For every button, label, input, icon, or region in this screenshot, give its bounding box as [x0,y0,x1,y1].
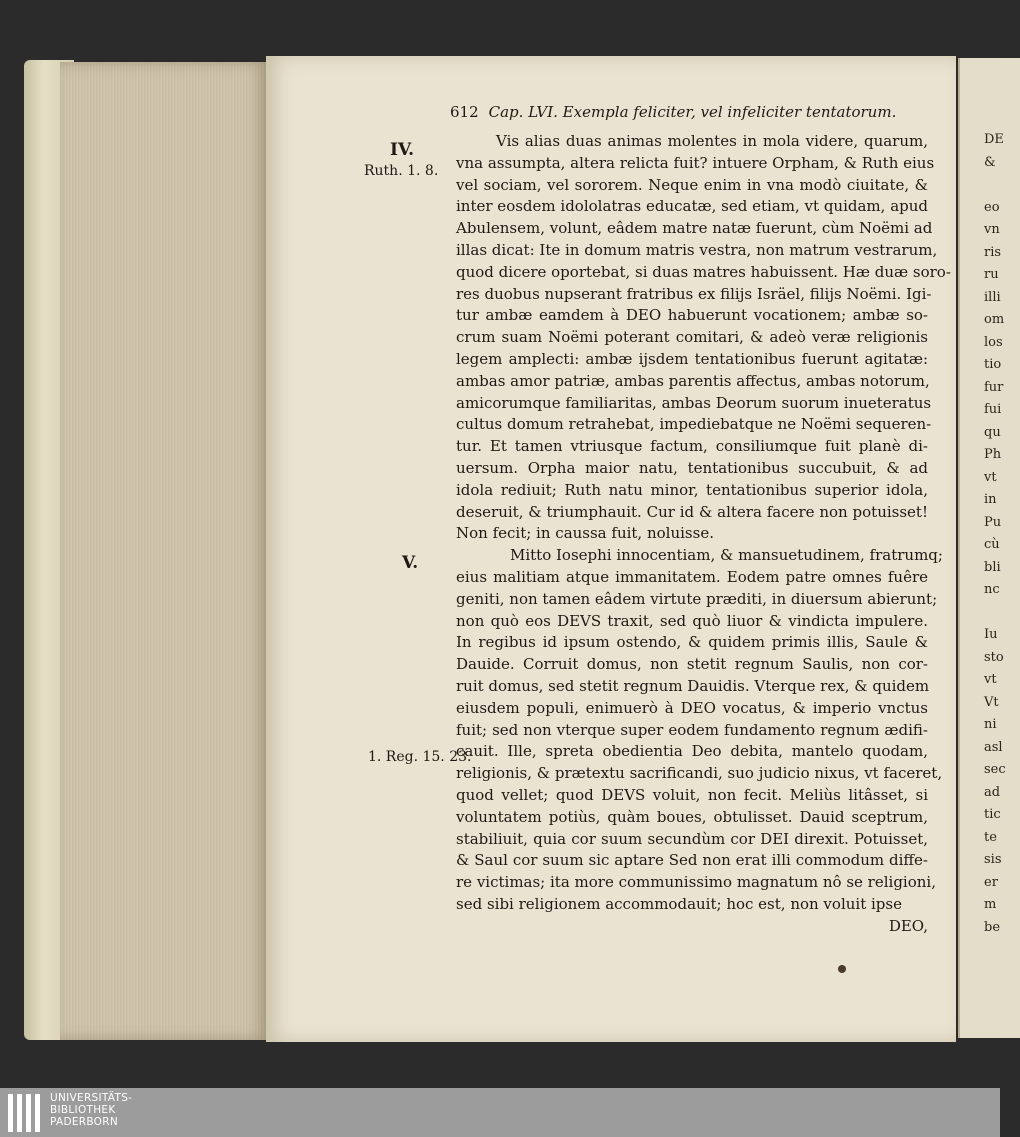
right-page-fragment: er [984,874,998,890]
right-page-fragment: cù [984,537,1000,552]
text-line: tur. Et tamen vtriusque factum, consiliumque fuit planè di- [456,437,928,456]
text-line: quod vellet; quod DEVS voluit, non fecit. Meliùs litâsset, si [456,786,928,804]
library-name-line: UNIVERSITÄTS- [50,1092,133,1104]
text-line: inter eosdem idololatras educatæ, sed etiam, vt quidam, apud [456,197,928,216]
text-line: illas dicat: Ite in domum matris vestra, non matrum vestrarum, [456,241,938,259]
running-title: Cap. LVI. Exempla feliciter, vel infeliciter tentatorum. [488,103,897,121]
text-line: DEO, [888,916,928,935]
library-name-line: PADERBORN [50,1116,118,1128]
right-page-fragment: sto [984,649,1004,665]
right-page-fragment: ad [984,784,1001,800]
running-header [450,103,896,121]
text-line: res duobus nupserant fratribus ex filijs Isräel, filijs Noëmi. Igi- [456,284,932,303]
text-line: cauit. Ille, spreta obedientia Deo debita, mantelo quodam, [456,742,928,761]
text-line: eius malitiam atque immanitatem. Eodem patre omnes fuêre [456,568,928,586]
text-line: Abulensem, volunt, eâdem matre natæ fuerunt, cùm Noëmi ad [456,219,933,238]
text-line: crum suam Noëmi poterant comitari, & adeò veræ religionis [456,328,928,347]
text-line: In regibus id ipsum ostendo, & quidem primis illis, Saule & [456,633,928,652]
text-line: legem amplecti: ambæ ijsdem tentationibus fuerunt agitatæ: [456,350,928,368]
text-line: non quò eos DEVS traxit, sed quò liuor & vindicta impulere. [456,611,928,630]
right-page-fragment: & [984,154,996,170]
right-page-fragment: ni [984,717,997,732]
right-page-fragment: eo [984,199,1000,215]
right-page-fragment: m [984,897,997,912]
right-page-fragment: los [984,334,1003,350]
right-page-fragment: in [984,492,997,507]
text-line: Vis alias duas animas molentes in mola videre, quarum, [496,132,928,150]
page-number: 612 [450,103,479,121]
margin-citation: 1. Reg. 15. 23. [368,749,472,765]
text-line: fuit; sed non vterque super eodem fundamento regnum ædifi- [456,720,928,739]
right-page-fragment: vt [984,672,997,687]
right-page-fragment: Ph [984,447,1002,462]
right-page-fragment: ru [984,267,999,282]
right-page-fragment: ris [984,244,1002,260]
text-line: Dauide. Corruit domus, non stetit regnum Saulis, non cor- [456,655,928,674]
ink-spot [838,965,846,973]
text-line: cultus domum retrahebat, impediebatque ne Noëmi sequeren- [456,415,932,434]
right-page-fragment: illi [984,289,1001,305]
library-footer-bar [0,1088,1000,1137]
text-line: idola rediuit; Ruth natu minor, tentationibus superior idola, [456,480,928,499]
text-line: ruit domus, sed stetit regnum Dauidis. Vterque rex, & quidem [456,677,930,695]
text-line: vel sociam, vel sororem. Neque enim in vna modò ciuitate, & [456,175,928,194]
text-line: eiusdem populi, enimuerò à DEO vocatus, & imperio vnctus [456,698,928,717]
text-line: uersum. Orpha maior natu, tentationibus succubuit, & ad [456,459,928,477]
right-page-fragment: asl [984,739,1003,755]
margin-citation: Ruth. 1. 8. [364,163,439,179]
right-page-fragment: sis [984,852,1002,867]
right-page-fragment: te [984,829,997,845]
library-name-line: BIBLIOTHEK [50,1104,116,1116]
text-line: Non fecit; in caussa fuit, noluisse. [456,524,714,543]
page-stack-edge [60,62,268,1040]
right-page-fragment: vn [984,222,1000,237]
text-line: deseruit, & triumphauit. Cur id & altera facere non potuisset! [456,502,928,521]
right-page-fragment: Pu [984,514,1002,530]
right-page-fragment: Iu [984,627,998,642]
text-line: voluntatem potiùs, quàm boues, obtulisset. Dauid sceptrum, [456,807,928,826]
text-line: amicorumque familiaritas, ambas Deorum suorum inueteratus [456,393,932,412]
text-line: re victimas; ita more communissimo magnatum nô se religioni, [456,873,936,892]
right-page-fragment: vt [984,469,997,485]
right-page-fragment: nc [984,582,1000,597]
right-page-fragment: tio [984,357,1002,372]
text-line: sed sibi religionem accommodauit; hoc est, non voluit ipse [456,895,902,913]
margin-section-number: IV. [390,140,415,160]
library-logo-icon [8,1094,44,1132]
text-line: geniti, non tamen eâdem virtute præditi, in diuersum abierunt; [456,589,938,608]
right-page-fragment: bli [984,559,1001,575]
margin-section-number: V. [402,553,419,573]
right-page-fragment: fui [984,402,1002,417]
text-line: Mitto Iosephi innocentiam, & mansuetudinem, fratrumq; [510,546,943,565]
text-line: stabiliuit, quia cor suum secundùm cor DEI direxit. Potuisset, [456,829,928,848]
text-line: ambas amor patriæ, ambas parentis affectus, ambas notorum, [456,371,930,390]
right-page-fragment: om [984,312,1005,327]
right-page-fragment: DE [984,132,1004,147]
text-line: vna assumpta, altera relicta fuit? intuere Orpham, & Ruth eius [456,153,935,172]
right-page-fragment: sec [984,762,1006,777]
right-page-fragment: be [984,919,1001,935]
text-line: religionis, & prætextu sacrificandi, suo judicio nixus, vt faceret, [456,764,943,783]
text-line: quod dicere oportebat, si duas matres habuissent. Hæ duæ soro- [456,262,951,281]
right-page [958,58,1020,1038]
right-page-fragment: Vt [984,694,999,710]
text-line: & Saul cor suum sic aptare Sed non erat illi commodum diffe- [456,851,928,870]
right-page-fragment: fur [984,379,1004,395]
right-page-fragment: qu [984,424,1001,440]
right-page-fragment: tic [984,807,1001,822]
text-line: tur ambæ eamdem à DEO habuerunt vocationem; ambæ so- [456,306,928,325]
